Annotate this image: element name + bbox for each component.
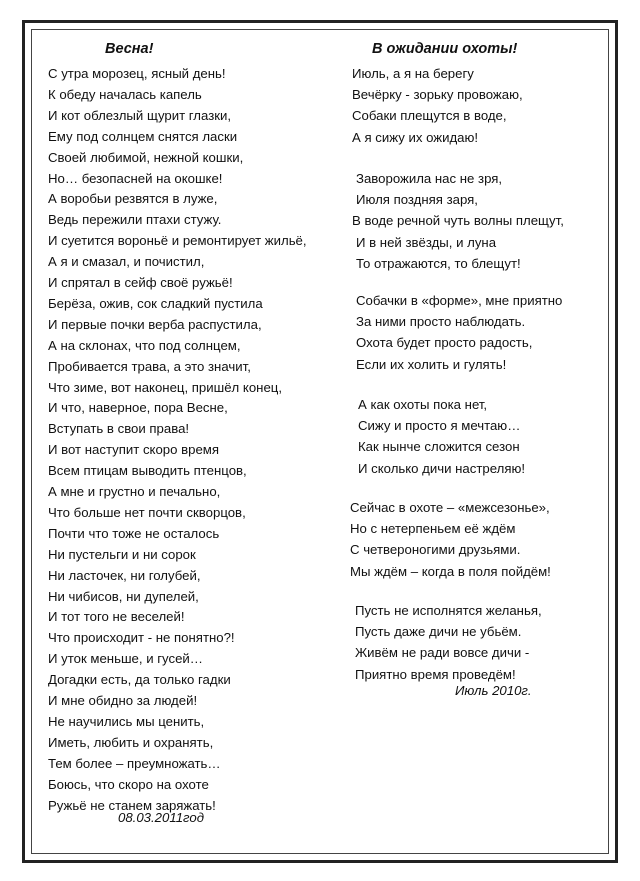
poem-line: Июль, а я на берегу [352,66,474,81]
poem-line: Пусть не исполнятся желанья, [355,603,542,618]
poem-line: Ему под солнцем снятся ласки [48,128,238,144]
poem-line: И вот наступит скоро время [48,442,220,458]
poem-line: А я и смазал, и почистил, [48,254,205,270]
poem-line: А воробьи резвятся в луже, [48,191,218,207]
poem-line: Почти что тоже не осталось [48,525,220,541]
poem-line: Собачки в «форме», мне приятно [356,293,563,308]
poem-line: А мне и грустно и печально, [48,484,221,499]
poem-line: К обеду началась капель [48,86,202,102]
poem-line: Ни ласточек, ни голубей, [48,567,201,583]
poem-line: И кот облезлый щурит глазки, [48,107,232,123]
poem-line: В воде речной чуть волны плещут, [352,213,564,229]
poem-line: А на склонах, что под солнцем, [48,337,241,353]
poem-line: Вступать в свои права! [48,421,190,437]
poem-line: Ружьё не станем заряжать! [48,797,216,813]
poem-line: И первые почки верба распустила, [48,316,262,332]
poem-line: Но… безопасней на окошке! [48,170,223,186]
poem-line: А я сижу их ожидаю! [352,129,479,145]
poem-line: Ни чибисов, ни дупелей, [48,588,199,604]
poem-line: За ними просто наблюдать. [356,314,526,330]
poem-line: И мне обидно за людей! [48,693,198,708]
poem-vesna-date: 08.03.2011год [118,810,205,825]
poem-line: И суетится вороньё и ремонтирует жильё, [48,233,307,249]
poem-line: Июля поздняя заря, [356,192,478,208]
poem-line: Пусть даже дичи не убьём. [355,624,522,640]
poem-line: Заворожила нас не зря, [356,171,503,186]
poem-line: Собаки плещутся в воде, [352,108,507,124]
poem-line: Как нынче сложится сезон [358,439,520,455]
poem-line: Что зиме, вот наконец, пришёл конец, [48,379,282,395]
poem-line: И тот того не веселей! [48,609,185,625]
poem-line: С четвероногими друзьями. [350,542,521,558]
poem-line: То отражаются, то блещут! [356,255,521,271]
poem-line: Сижу и просто я мечтаю… [358,418,521,434]
poem-line: Своей любимой, нежной кошки, [48,149,244,165]
poem-line: Ни пустельги и ни сорок [48,546,196,562]
poem-line: Всем птицам выводить птенцов, [48,463,247,479]
poem-line: Ведь пережили птахи стужу. [48,212,222,228]
poem-line: Если их холить и гулять! [356,356,507,372]
poem-ozhidanie-date: Июль 2010г. [455,683,532,698]
poem-line: С утра морозец, ясный день! [48,66,226,81]
poem-line: Охота будет просто радость, [356,335,533,351]
poem-line: И сколько дичи настреляю! [358,460,526,476]
poem-line: Боюсь, что скоро на охоте [48,776,209,792]
poem-line: И уток меньше, и гусей… [48,651,203,667]
poem-title-ozhidanie: В ожидании охоты! [372,41,518,57]
poem-line: Живём не ради вовсе дичи - [355,645,530,661]
poem-line: А как охоты пока нет, [358,397,488,412]
poem-line: Что происходит - не понятно?! [48,630,235,646]
poem-line: Мы ждём – когда в поля пойдём! [350,563,551,579]
poem-line: Приятно время проведём! [355,666,516,682]
poem-line: И что, наверное, пора Весне, [48,400,228,416]
poem-line: Пробивается трава, а это значит, [48,358,251,374]
poem-line: Сейчас в охоте – «межсезонье», [350,500,550,515]
poem-line: Тем более – преумножать… [48,755,221,771]
poem-line: Что больше нет почти скворцов, [48,504,246,520]
poem-line: Иметь, любить и охранять, [48,734,214,750]
poem-line: И в ней звёзды, и луна [356,234,497,250]
poem-line: Не научились мы ценить, [48,713,205,729]
poem-title-vesna: Весна! [105,41,154,57]
poem-line: Берёза, ожив, сок сладкий пустила [48,295,263,311]
poem-line: Догадки есть, да только гадки [48,672,231,688]
poem-line: Но с нетерпеньем её ждём [350,521,516,537]
poem-line: И спрятал в сейф своё ружьё! [48,275,233,290]
poem-line: Вечёрку - зорьку провожаю, [352,87,523,103]
